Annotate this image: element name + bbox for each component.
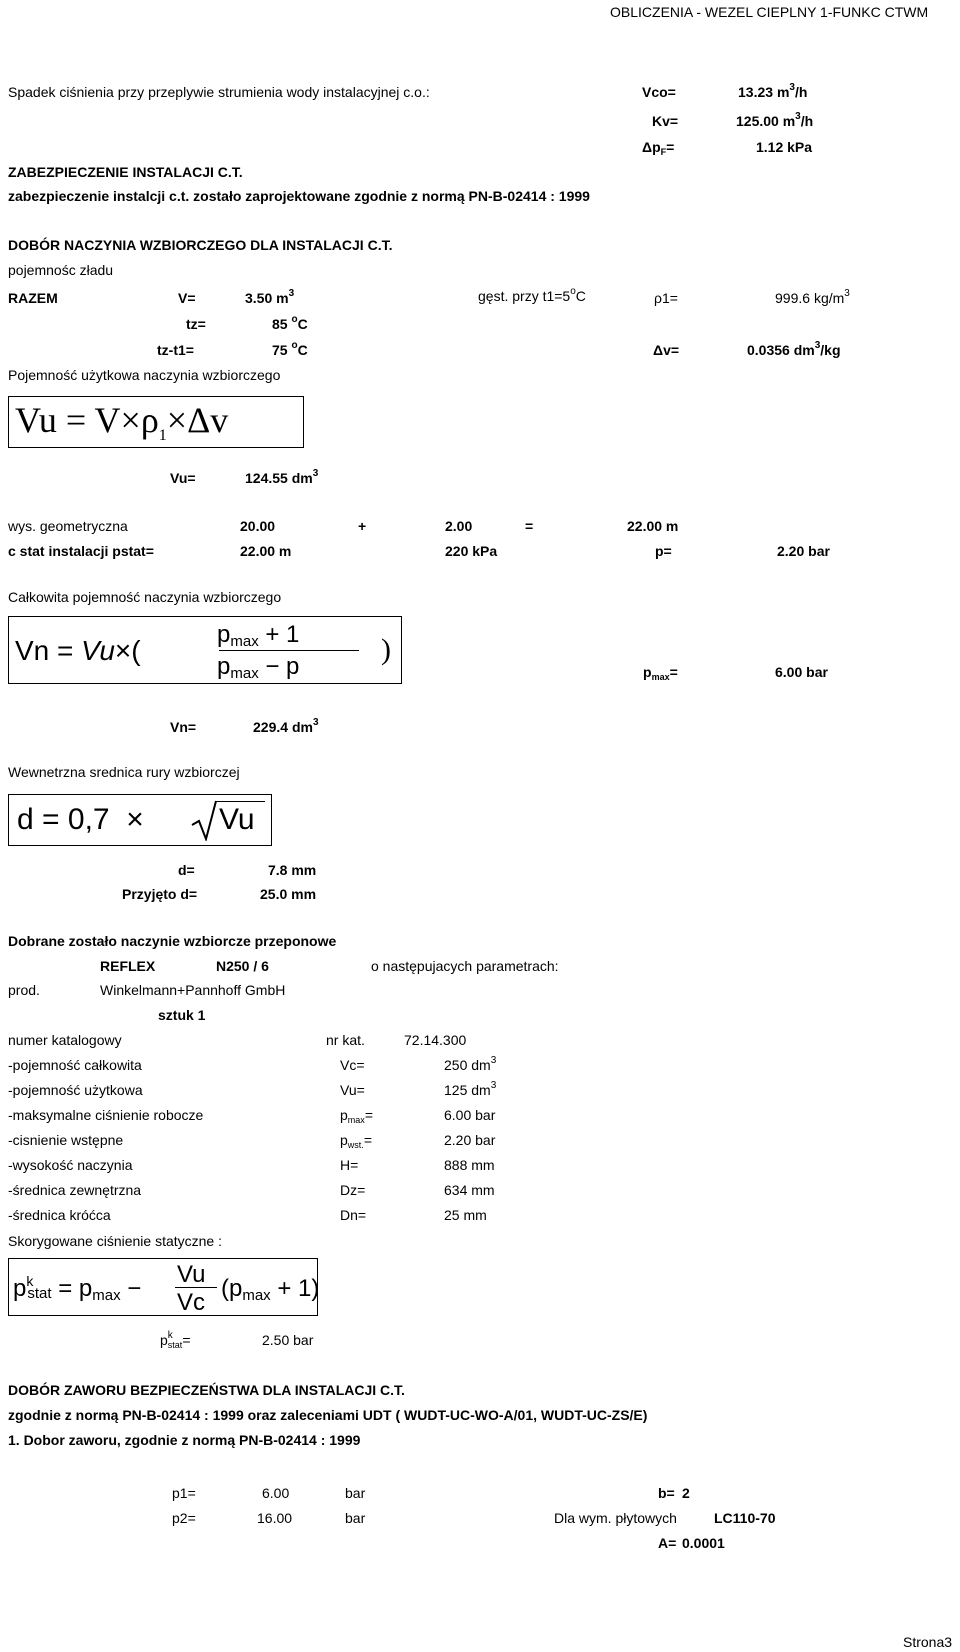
accepted-d-value: 25.0 mm (260, 886, 317, 902)
density-label: gęst. przy $t1=5^oC$ (478, 286, 586, 304)
p1-value: 6.00 (262, 1485, 290, 1501)
sheet-name: Strona3 (903, 1634, 953, 1650)
tzt1-value: 75 $^o$C (272, 340, 308, 358)
vessel-param-symbol: $p_{max}=$ (340, 1107, 373, 1125)
tzt1-label: tz-t1= (157, 342, 194, 358)
prod-label: prod. (8, 982, 40, 998)
equals-sign: = (525, 518, 534, 534)
vessel-param-label: -pojemność całkowita (8, 1057, 142, 1073)
rho-label: ρ1= (654, 290, 678, 306)
valve-item1: 1. Dobor zaworu, zgodnie z normą PN-B-02414 : 1999 (8, 1432, 361, 1448)
vessel-param-symbol: H= (340, 1157, 359, 1173)
vessel-param-value: 634 mm (444, 1182, 495, 1198)
v-value: 3.50 $m^3$ (245, 288, 295, 306)
b-value: 2 (682, 1485, 690, 1501)
d-value: 7.8 mm (268, 862, 317, 878)
p2-value: 16.00 (257, 1510, 293, 1526)
formula-d: d = 0,7 × Vu (8, 794, 272, 846)
vessel-param-label: -cisnienie wstępne (8, 1132, 124, 1148)
dv-label: Δv= (653, 342, 680, 358)
dpf-value: 1.12 kPa (756, 139, 813, 155)
vessel-param-label: -wysokość naczynia (8, 1157, 133, 1173)
pk-stat-label: $p^k_{stat}=$ (160, 1330, 191, 1350)
p-value: 2.20 bar (777, 543, 830, 559)
vessel-param-symbol: Vu= (340, 1082, 365, 1098)
fraction-line (219, 650, 359, 651)
fraction-numerator: $p_{max} + 1$ (217, 621, 300, 650)
wys-b: 2.00 (445, 518, 473, 534)
page-header-title: OBLICZENIA - WEZEL CIEPLNY 1-FUNKC CTWM (610, 4, 929, 20)
pojemnosc-label: pojemnośc zładu (8, 262, 114, 278)
b-label: b= (658, 1485, 675, 1501)
plate-label: Dla wym. płytowych (554, 1510, 677, 1526)
p2-label: p2= (172, 1510, 196, 1526)
vessel-param-value: 6.00 bar (444, 1107, 496, 1123)
vessel-selection-title: DOBÓR NACZYNIA WZBIORCZEGO DLA INSTALACJI C.T. (8, 237, 393, 253)
vessel-param-label: -średnica zewnętrzna (8, 1182, 142, 1198)
vessel-brand: REFLEX (100, 958, 156, 974)
vu-value: 124.55 $dm^3$ (245, 468, 319, 486)
formula-pk-stat: $p^k_{stat} = p_{max}$ − Vu Vc $(p_{max} + 1)$ (8, 1258, 318, 1316)
fraction-denominator: $p_{max} - p$ (217, 653, 300, 682)
dv-value: 0.0356 $dm^3/kg$ (747, 340, 841, 358)
total-volume-label: Całkowita pojemność naczynia wzbiorczego (8, 589, 282, 605)
vessel-param-value: 250 $dm^3$ (444, 1055, 497, 1073)
a-value: 0.0001 (682, 1535, 725, 1551)
vessel-param-value: 125 $dm^3$ (444, 1080, 497, 1098)
vessel-param-symbol: nr kat. (326, 1032, 365, 1048)
dpf-label: $\Delta p_F=$ (642, 139, 675, 157)
vessel-param-symbol: Dz= (340, 1182, 366, 1198)
vessel-param-symbol: $p_{wst.}=$ (340, 1132, 372, 1150)
d-label: d= (178, 862, 195, 878)
a-label: A= (658, 1535, 677, 1551)
p2-unit: bar (345, 1510, 366, 1526)
vn-value: 229.4 $dm^3$ (253, 717, 319, 735)
tz-label: tz= (186, 316, 206, 332)
valve-title: DOBÓR ZAWORU BEZPIECZEŃSTWA DLA INSTALACJI C.T. (8, 1382, 405, 1398)
vu-label: Vu= (170, 470, 196, 486)
wys-a: 20.00 (240, 518, 276, 534)
corrected-pressure-label: Skorygowane ciśnienie statyczne : (8, 1233, 222, 1249)
vessel-param-value: 888 mm (444, 1157, 495, 1173)
p-label: p= (655, 543, 672, 559)
p1-label: p1= (172, 1485, 196, 1501)
razem-label: RAZEM (8, 290, 58, 306)
cstat-kpa: 220 kPa (445, 543, 498, 559)
accepted-d-label: Przyjęto d= (122, 886, 198, 902)
pmax-value: 6.00 bar (775, 664, 828, 680)
vessel-param-symbol: Vc= (340, 1057, 365, 1073)
plate-value: LC110-70 (714, 1510, 776, 1526)
formula-vu: $Vu = V\times\rho_1\times\Delta v$ (8, 396, 304, 448)
vco-label: Vco= (642, 84, 676, 100)
pipe-label: Wewnetrzna srednica rury wzbiorczej (8, 764, 240, 780)
rho-value: 999.6 $kg/m^3$ (775, 288, 850, 306)
pk-stat-value: 2.50 bar (262, 1332, 314, 1348)
vessel-count: sztuk 1 (158, 1007, 206, 1023)
formula-vn: Vn = Vu×( $p_{max} + 1$ $p_{max} - p$ ) (8, 616, 402, 684)
tz-value: 85 $^o$C (272, 314, 308, 332)
chosen-vessel-title: Dobrane zostało naczynie wzbiorcze przeponowe (8, 933, 337, 949)
vessel-param-label: -średnica króćca (8, 1207, 111, 1223)
vco-value: 13.23 $m^3/h$ (738, 82, 808, 100)
wys-total: 22.00 m (627, 518, 679, 534)
vessel-param-value: 2.20 bar (444, 1132, 496, 1148)
plus-sign: + (358, 518, 367, 534)
vessel-model: N250 / 6 (216, 958, 269, 974)
vessel-param-label: numer katalogowy (8, 1032, 122, 1048)
cstat-value: 22.00 m (240, 543, 292, 559)
vessel-param-value: 25 mm (444, 1207, 487, 1223)
vn-label: Vn= (170, 719, 197, 735)
prod-value: Winkelmann+Pannhoff GmbH (100, 982, 286, 998)
protection-text: zabezpieczenie instalcji c.t. zostało zaprojektowane zgodnie z normą PN-B-02414 : 1999 (8, 188, 590, 204)
usable-volume-label: Pojemność użytkowa naczynia wzbiorczego (8, 367, 281, 383)
p1-unit: bar (345, 1485, 366, 1501)
pressure-drop-label: Spadek ciśnienia przy przeplywie strumienia wody instalacyjnej c.o.: (8, 84, 430, 100)
vessel-param-label: -maksymalne ciśnienie robocze (8, 1107, 204, 1123)
valve-norm-text: zgodnie z normą PN-B-02414 : 1999 oraz zaleceniami UDT ( WUDT-UC-WO-A/01, WUDT-UC-ZS/E) (8, 1407, 648, 1423)
kv-label: Kv= (652, 113, 679, 129)
v-label: V= (178, 290, 196, 306)
cstat-label: c stat instalacji pstat= (8, 543, 154, 559)
pmax-label: $p_{max}=$ (643, 664, 678, 682)
wys-label: wys. geometryczna (8, 518, 128, 534)
vessel-param-symbol: Dn= (340, 1207, 367, 1223)
vessel-param-value: 72.14.300 (404, 1032, 467, 1048)
params-text: o następujacych parametrach: (371, 958, 559, 974)
protection-title: ZABEZPIECZENIE INSTALACJI C.T. (8, 164, 243, 180)
vessel-param-label: -pojemność użytkowa (8, 1082, 143, 1098)
kv-value: 125.00 $m^3/h$ (736, 111, 814, 129)
sqrt-symbol-icon (191, 799, 217, 841)
